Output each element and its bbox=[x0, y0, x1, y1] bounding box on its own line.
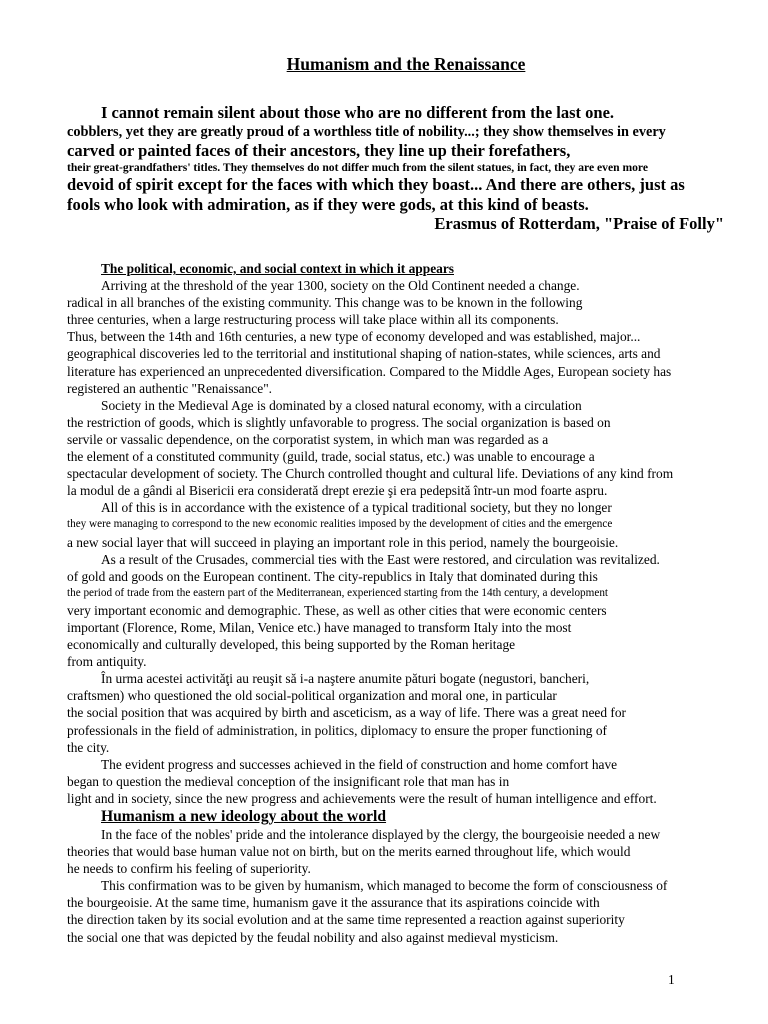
paragraph-line: theories that would base human value not on birth, but on the merits earned throughout life, which would bbox=[67, 844, 631, 860]
section-heading: The political, economic, and social context in which it appears bbox=[101, 261, 454, 276]
paragraph-line: began to question the medieval conception of the insignificant role that man has in bbox=[67, 773, 510, 789]
paragraph-line: the social position that was acquired by birth and asceticism, as a way of life. There was a great need for bbox=[67, 705, 626, 721]
paragraph-line: from antiquity. bbox=[67, 654, 147, 670]
paragraph-line: la modul de a gândi al Bisericii era considerată drept erezie şi era pedepsită într-un mod foarte aspru. bbox=[67, 483, 608, 499]
section-heading: Humanism a new ideology about the world bbox=[101, 808, 387, 825]
paragraph-line: Society in the Medieval Age is dominated by a closed natural economy, with a circulation bbox=[101, 397, 582, 413]
paragraph-line: Arriving at the threshold of the year 1300, society on the Old Continent needed a change. bbox=[101, 278, 580, 294]
quote-line: their great-grandfathers' titles. They themselves do not differ much from the silent statues, in fact, they are even more bbox=[67, 161, 648, 174]
paragraph-line: spectacular development of society. The Church controlled thought and cultural life. Deviations of any kind from bbox=[67, 466, 674, 482]
paragraph-line: servile or vassalic dependence, on the corporatist system, in which man was regarded as a bbox=[67, 431, 549, 447]
quote-line: fools who look with admiration, as if they were gods, at this kind of beasts. bbox=[67, 194, 589, 214]
paragraph-line: of gold and goods on the European continent. The city-republics in Italy that dominated during this bbox=[67, 568, 598, 584]
epigraph-quote bbox=[67, 103, 757, 234]
paragraph-line: important (Florence, Rome, Milan, Venice etc.) have managed to transform Italy into the most bbox=[67, 619, 572, 635]
paragraph-line: the element of a constituted community (guild, trade, social status, etc.) was unable to encourage a bbox=[67, 449, 595, 465]
paragraph-line: the restriction of goods, which is slightly unfavorable to progress. The social organization is based on bbox=[67, 414, 611, 430]
paragraph-line: the bourgeoisie. At the same time, humanism gave it the assurance that its aspirations coincide with bbox=[67, 895, 600, 911]
quote-line: devoid of spirit except for the faces with which they boast... And there are others, just as bbox=[67, 175, 685, 194]
paragraph-line: This confirmation was to be given by humanism, which managed to become the form of consciousness of bbox=[101, 878, 668, 894]
quote-attribution: Erasmus of Rotterdam, "Praise of Folly" bbox=[434, 214, 724, 233]
paragraph-line: he needs to confirm his feeling of superiority. bbox=[67, 861, 311, 877]
quote-line: carved or painted faces of their ancestors, they line up their forefathers, bbox=[67, 140, 571, 160]
paragraph-line: a new social layer that will succeed in playing an important role in this period, namely the bourgeoisie. bbox=[67, 534, 619, 550]
paragraph-line: As a result of the Crusades, commercial ties with the East were restored, and circulation was revitalized. bbox=[101, 551, 660, 567]
paragraph-line: craftsmen) who questioned the old social-political organization and moral one, in particular bbox=[67, 688, 557, 704]
paragraph-line: Thus, between the 14th and 16th centuries, a new type of economy developed and was established, major... bbox=[67, 329, 641, 345]
quote-line: cobblers, yet they are greatly proud of a worthless title of nobility...; they show themselves in every bbox=[67, 123, 666, 140]
paragraph-line: literature has experienced an unprecedented diversification. Compared to the Middle Ages, European society has bbox=[67, 363, 672, 379]
document-title: Humanism and the Renaissance bbox=[286, 54, 526, 74]
paragraph-line: registered an authentic "Renaissance". bbox=[67, 380, 273, 396]
paragraph-line: the social one that was depicted by the feudal nobility and also against medieval mysticism. bbox=[67, 929, 559, 945]
paragraph-line: radical in all branches of the existing community. This change was to be known in the following bbox=[67, 295, 583, 311]
paragraph-line: light and in society, since the new progress and achievements were the result of human intelligence and effort. bbox=[67, 790, 657, 806]
paragraph-line: The evident progress and successes achieved in the field of construction and home comfort have bbox=[101, 756, 618, 772]
paragraph-line: professionals in the field of administration, in politics, diplomacy to ensure the proper functioning of bbox=[67, 722, 607, 738]
page-number: 1 bbox=[668, 972, 675, 987]
paragraph-line: the period of trade from the eastern part of the Mediterranean, experienced starting from the 14th century, a development bbox=[67, 586, 609, 599]
paragraph-line: the city. bbox=[67, 739, 110, 755]
document-body bbox=[67, 260, 762, 946]
paragraph-line: the direction taken by its social evolution and at the same time represented a reaction against superiority bbox=[67, 912, 625, 928]
paragraph-line: In the face of the nobles' pride and the intolerance displayed by the clergy, the bourgeoisie needed a new bbox=[101, 827, 661, 842]
paragraph-line: they were managing to correspond to the new economic realities imposed by the development of cities and the emergence bbox=[67, 518, 613, 531]
paragraph-line: very important economic and demographic. These, as well as other cities that were economic centers bbox=[67, 602, 607, 618]
paragraph-line: economically and culturally developed, this being supported by the Roman heritage bbox=[67, 637, 516, 653]
paragraph-line: three centuries, when a large restructuring process will take place within all its components. bbox=[67, 312, 559, 328]
paragraph-line: geographical discoveries led to the territorial and institutional shaping of nation-states, while sciences, arts and bbox=[67, 346, 661, 362]
quote-line: I cannot remain silent about those who are no different from the last one. bbox=[101, 103, 615, 122]
paragraph-line: All of this is in accordance with the existence of a typical traditional society, but they no longer bbox=[101, 500, 612, 516]
paragraph-line: În urma acestei activităţi au reuşit să i-a naştere anumite pături bogate (negustori, bancheri, bbox=[101, 671, 590, 687]
